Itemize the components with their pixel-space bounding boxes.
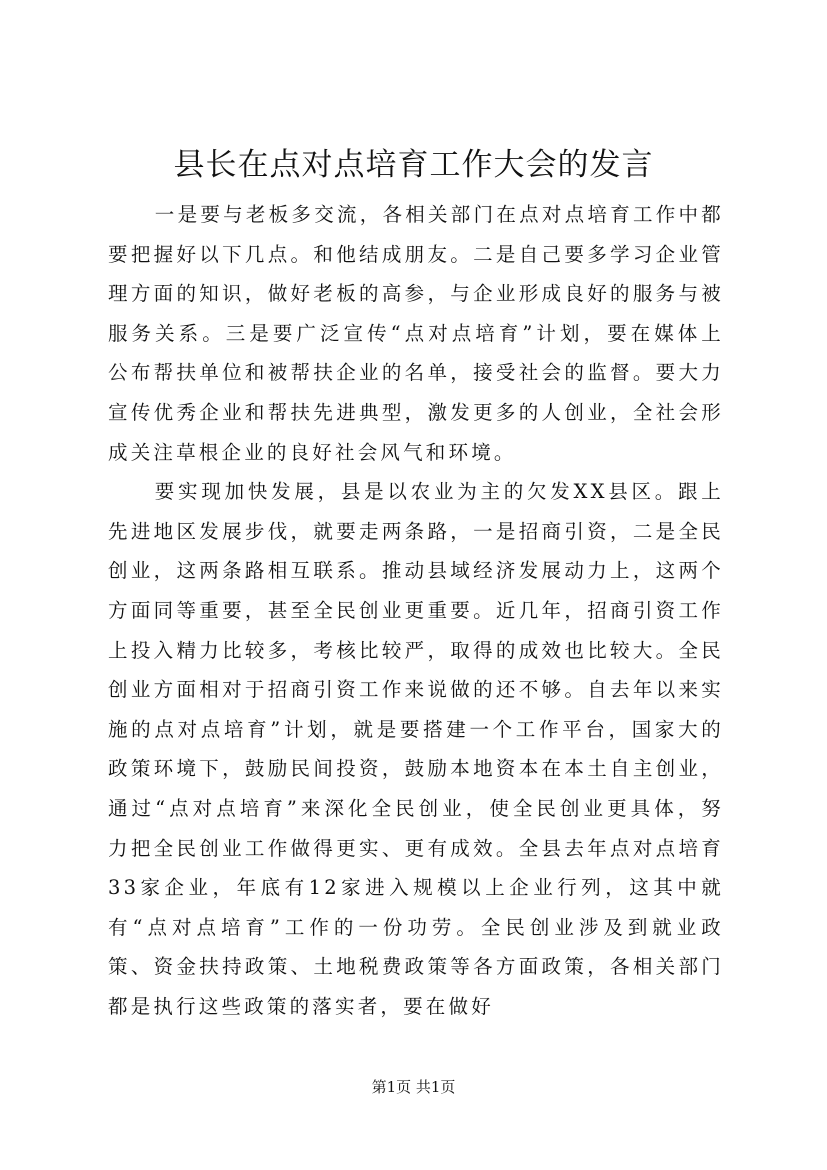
paragraph-1: 一是要与老板多交流，各相关部门在点对点培育工作中都要把握好以下几点。和他结成朋友。二是自己要多学习企业管理方面的知识，做好老板的高参，与企业形成良好的服务与被服务关系。三是要广泛宣传“点对点培育”计划，要在媒体上公布帮扶单位和被帮扶企业的名单，接受社会的监督。要大力宣传优秀企业和帮扶先进典型，激发更多的人创业，全社会形成关注草根企业的良好社会风气和环境。 bbox=[108, 203, 724, 464]
paragraph-2: 要实现加快发展，县是以农业为主的欠发XX县区。跟上先进地区发展步伐，就要走两条路，一是招商引资，二是全民创业，这两条路相互联系。推动县域经济发展动力上，这两个方面同等重要，甚至全民创业更重要。近几年，招商引资工作上投入精力比较多，考核比较严，取得的成效也比较大。全民创业方面相对于招商引资工作来说做的还不够。自去年以来实施的点对点培育”计划，就是要搭建一个工作平台，国家大的政策环境下，鼓励民间投资，鼓励本地资本在本土自主创业，通过“点对点培育”来深化全民创业，使全民创业更具体，努力把全民创业工作做得更实、更有成效。全县去年点对点培育33家企业，年底有12家进入规模以上企业行列，这其中就有“点对点培育”工作的一份功劳。全民创业涉及到就业政策、资金扶持政策、土地税费政策等各方面政策，各相关部门都是执行这些政策的落实者，要在做好 bbox=[108, 480, 724, 1018]
document-title: 县长在点对点培育工作大会的发言 bbox=[173, 147, 654, 183]
document-body bbox=[108, 195, 724, 1026]
page-number-footer: 第1页 共1页 bbox=[371, 1078, 456, 1096]
